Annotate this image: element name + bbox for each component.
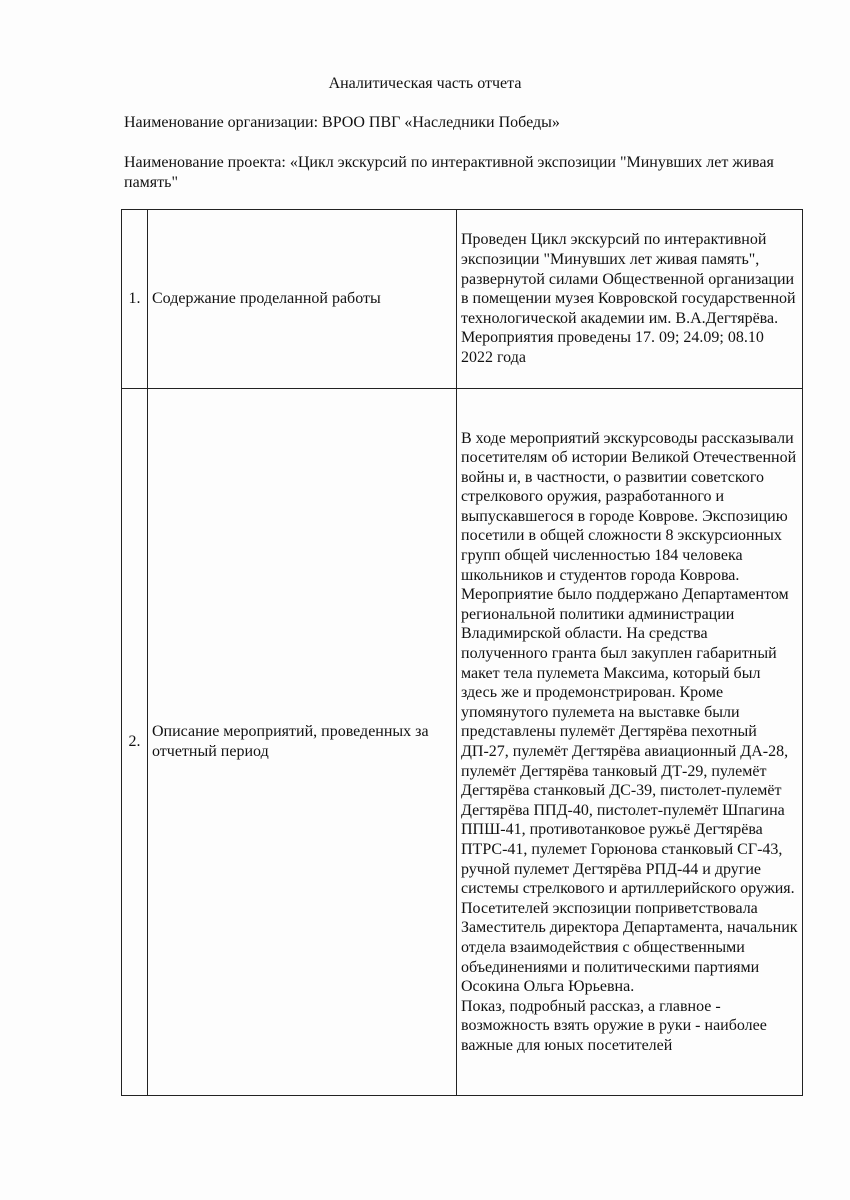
- project-line: Наименование проекта: «Цикл экскурсий по интерактивной экспозиции "Минувших лет живая память": [124, 154, 774, 191]
- row-label: Содержание проделанной работы: [148, 210, 457, 389]
- row-paragraph: В ходе мероприятий экскурсоводы рассказывали посетителям об истории Великой Отечественной войны и, в частности, о развитии советского стрелкового оружия, разработанного и выпускавшегося в городе Коврове. Экспозицию посетили в общей сложности 8 экскурсионных групп общей численностью 184 человека школьников и студентов города Коврова. Мероприятие было поддержано Департаментом региональной политики администрации Владимирской области. На средства полученного гранта был закуплен габаритный макет тела пулемета Максима, который был здесь же и продемонстрирован. Кроме упомянутого пулемета на выставке были представлены пулемёт Дегтярёва пехотный ДП-27, пулемёт Дегтярёва авиационный ДА-28, пулемёт Дегтярёва танковый ДТ-29, пулемёт Дегтярёва станковый ДС-39, пистолет-пулемёт Дегтярёва ППД-40, пистолет-пулемёт Шпагина ППШ-41, противотанковое ружьё Дегтярёва ПТРС-41, пулемет Горюнова станковый СГ-43, ручной пулемет Дегтярёва РПД-44 и другие системы стрелкового и артиллерийского оружия. Посетителей экспозиции поприветствовала Заместитель директора Департамента, начальник отдела взаимодействия с общественными объединениями и политическими партиями Осокина Ольга Юрьевна.: [461, 429, 798, 996]
- row-number: 1.: [122, 210, 148, 389]
- row-paragraph: Мероприятия проведены 17. 09; 24.09; 08.10 2022 года: [461, 329, 764, 366]
- document-heading: Аналитическая часть отчета: [328, 75, 522, 92]
- organization-line: Наименование организации: ВРОО ПВГ «Наследники Победы»: [124, 114, 560, 131]
- table-row: [122, 389, 803, 1096]
- row-number: 2.: [122, 389, 148, 1096]
- row-paragraph: Показ, подробный рассказ, а главное - возможность взять оружие в руки - наиболее важные для юных посетителей: [461, 997, 767, 1054]
- row-label: Описание мероприятий, проведенных за отчетный период: [148, 389, 457, 1096]
- table-row: [122, 210, 803, 389]
- row-content: [457, 210, 803, 389]
- report-table: [121, 209, 803, 1096]
- row-paragraph: Проведен Цикл экскурсий по интерактивной экспозиции "Минувших лет живая память", развернутой силами Общественной организации в помещении музея Ковровской государственной технологической академии им. В.А.Дегтярёва.: [461, 231, 796, 327]
- row-content: [457, 389, 803, 1096]
